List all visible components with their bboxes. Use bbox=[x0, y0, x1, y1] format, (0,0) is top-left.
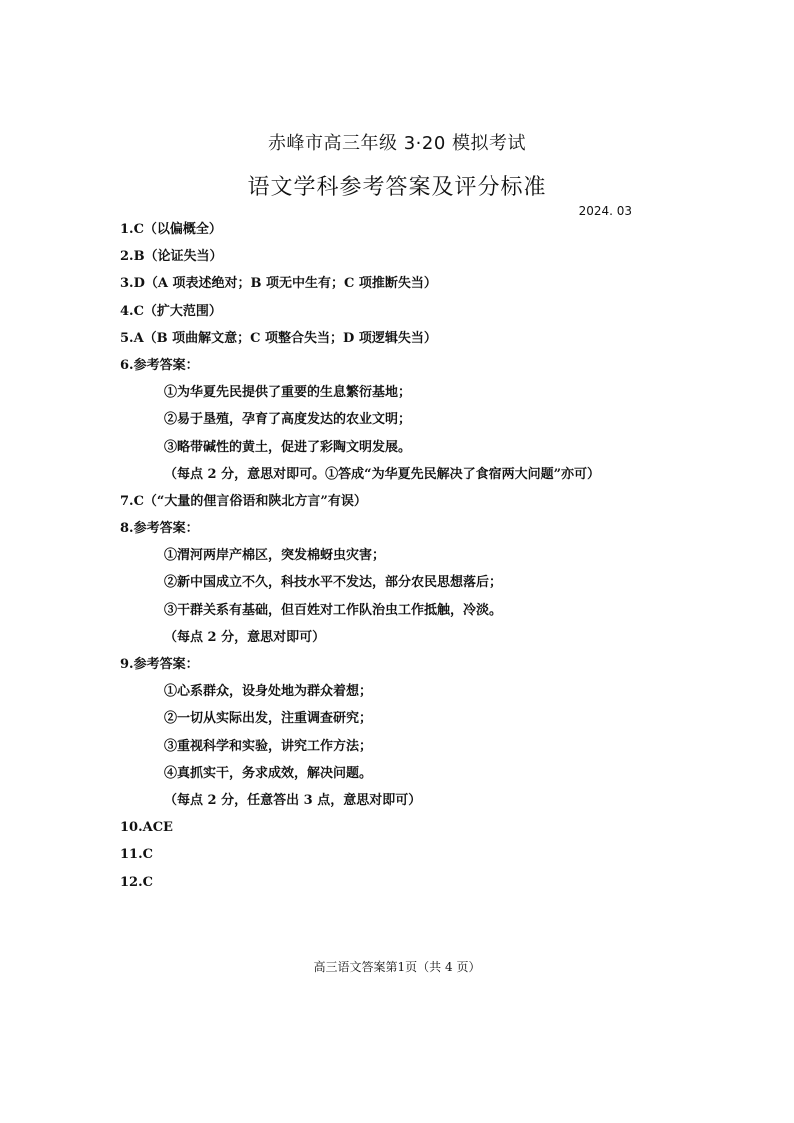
answer-q9-point: ①心系群众，设身处地为群众着想； bbox=[164, 684, 373, 700]
answer-q8-point: ①渭河两岸产棉区，突发棉蚜虫灾害； bbox=[164, 548, 386, 564]
answer-q9-point: ④真抓实干，务求成效，解决问题。 bbox=[164, 765, 373, 781]
answer-q1: 1.C（以偏概全） bbox=[120, 222, 222, 237]
answer-q6-point: ①为华夏先民提供了重要的生息繁衍基地； bbox=[164, 385, 412, 401]
answer-q9-point: ③重视科学和实验，讲究工作方法； bbox=[164, 738, 373, 754]
answer-q6-label: 6.参考答案： bbox=[120, 357, 199, 373]
document-date: 2024. 03 bbox=[578, 204, 632, 218]
answer-q8-point: ③干群关系有基础，但百姓对工作队治虫工作抵触，冷淡。 bbox=[164, 602, 503, 618]
answer-q6-point: ③略带碱性的黄土，促进了彩陶文明发展。 bbox=[164, 439, 412, 455]
answer-q12: 12.C bbox=[120, 874, 153, 890]
answer-q8-point: ②新中国成立不久，科技水平不发达，部分农民思想落后； bbox=[164, 575, 503, 591]
answer-q6-note: （每点 2 分，意思对即可。①答成“为华夏先民解决了食宿两大问题”亦可） bbox=[164, 466, 601, 482]
answer-q9-point: ②一切从实际出发，注重调查研究； bbox=[164, 711, 373, 727]
answer-q8-note: （每点 2 分，意思对即可） bbox=[164, 629, 326, 645]
answer-q9-note: （每点 2 分，任意答出 3 点，意思对即可） bbox=[164, 792, 422, 808]
answer-list bbox=[120, 220, 680, 900]
answer-q7: 7.C（“大量的俚言俗语和陕北方言”有误） bbox=[120, 493, 367, 509]
answer-q11: 11.C bbox=[120, 847, 153, 863]
answer-q6-point: ②易于垦殖，孕育了高度发达的农业文明； bbox=[164, 412, 412, 428]
answer-q2: 2.B（论证失当） bbox=[120, 249, 223, 265]
answer-q4: 4.C（扩大范围） bbox=[120, 303, 222, 319]
exam-title: 赤峰市高三年级 3·20 模拟考试 bbox=[267, 133, 527, 154]
document-subtitle: 语文学科参考答案及评分标准 bbox=[247, 175, 547, 200]
answer-q9-label: 9.参考答案： bbox=[120, 657, 199, 672]
page-footer: 高三语文答案第1页（共 4 页） bbox=[313, 960, 481, 974]
answer-q3: 3.D（A 项表述绝对；B 项无中生有；C 项推断失当） bbox=[120, 276, 437, 292]
answer-q10: 10.ACE bbox=[120, 820, 173, 836]
answer-q8-label: 8.参考答案： bbox=[120, 521, 199, 537]
answer-q5: 5.A（B 项曲解文意；C 项整合失当；D 项逻辑失当） bbox=[120, 330, 437, 346]
